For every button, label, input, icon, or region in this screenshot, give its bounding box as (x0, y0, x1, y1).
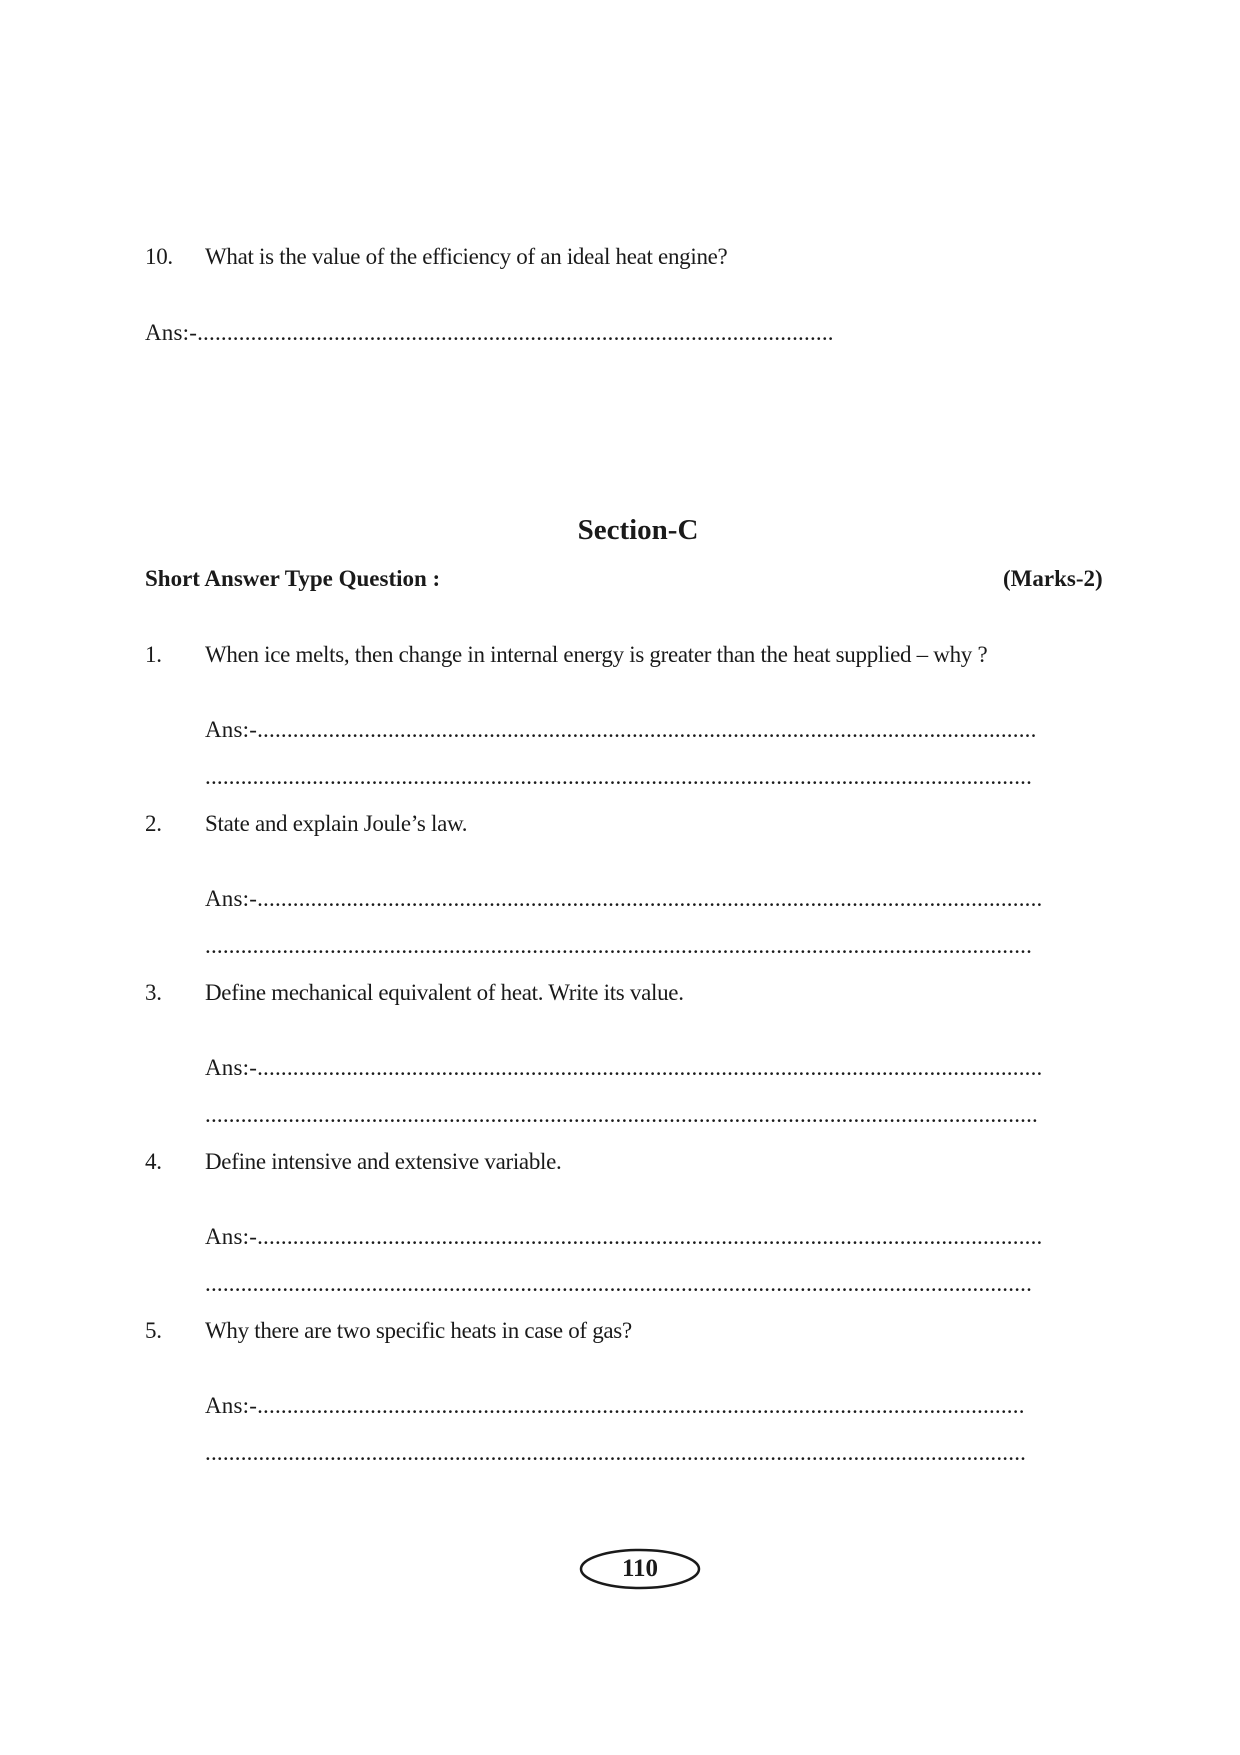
section-title: Section-C (577, 514, 699, 546)
answer-line: ........................................................................................................................................... (205, 933, 1033, 958)
question-10-number: 10. (145, 244, 173, 269)
section-subtitle: Short Answer Type Question : (145, 566, 441, 591)
question-10-answer-line: Ans:-........................................................................................................... (145, 320, 834, 345)
question-number: 1. (145, 642, 162, 667)
question-number: 4. (145, 1149, 162, 1174)
answer-line: Ans:-.................................................................................................................................... (205, 1055, 1043, 1080)
answer-line: Ans:-.................................................................................................................................... (205, 886, 1043, 911)
answer-line: .......................................................................................................................................... (205, 1440, 1027, 1465)
answer-line: ............................................................................................................................................ (205, 1102, 1038, 1127)
answer-line: ........................................................................................................................................... (205, 1271, 1033, 1296)
question-number: 5. (145, 1318, 162, 1343)
question-text: When ice melts, then change in internal energy is greater than the heat supplied – why ? (205, 642, 988, 667)
answer-line: Ans:-................................................................................................................................. (205, 1393, 1025, 1418)
question-text: Define mechanical equivalent of heat. Write its value. (205, 980, 684, 1005)
answer-line: Ans:-.................................................................................................................................... (205, 1224, 1043, 1249)
question-number: 3. (145, 980, 162, 1005)
question-number: 2. (145, 811, 162, 836)
question-text: Define intensive and extensive variable. (205, 1149, 562, 1174)
page-number-badge (579, 1548, 701, 1590)
answer-line: ........................................................................................................................................... (205, 764, 1033, 789)
question-10-text: What is the value of the efficiency of an ideal heat engine? (205, 244, 728, 269)
section-marks: (Marks-2) (1003, 566, 1103, 591)
answer-line: Ans:-................................................................................................................................... (205, 717, 1037, 742)
page-number: 110 (621, 1555, 659, 1582)
question-text: State and explain Joule’s law. (205, 811, 468, 836)
question-text: Why there are two specific heats in case of gas? (205, 1318, 632, 1343)
